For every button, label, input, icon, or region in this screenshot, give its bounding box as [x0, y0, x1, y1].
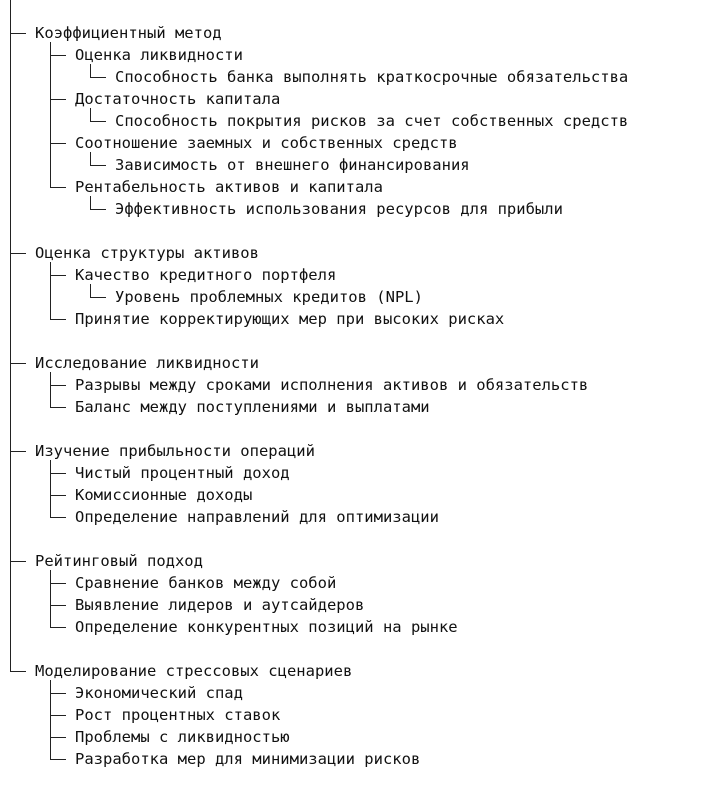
tree-connector-branch	[50, 605, 66, 606]
tree-connector-stem	[50, 372, 51, 408]
tree-node-item: Определение направлений для оптимизации	[75, 508, 439, 526]
tree-node-item: Оценка ликвидности	[75, 46, 243, 64]
tree-node-method: Оценка структуры активов	[35, 244, 259, 262]
tree-node-method: Исследование ликвидности	[35, 354, 259, 372]
tree-connector-stem	[50, 42, 51, 188]
tree-connector-branch	[50, 715, 66, 716]
tree-node-item: Достаточность капитала	[75, 90, 281, 108]
tree-node-item: Проблемы с ликвидностью	[75, 728, 290, 746]
tree-node-item: Чистый процентный доход	[75, 464, 290, 482]
tree-connector-branch	[50, 693, 66, 694]
tree-connector-stem	[50, 460, 51, 518]
tree-connector-branch	[10, 451, 26, 452]
tree-connector-stem	[50, 680, 51, 760]
tree-connector-branch	[50, 275, 66, 276]
tree-node-item: Комиссионные доходы	[75, 486, 253, 504]
tree-connector-stem	[50, 570, 51, 628]
tree-node-item: Соотношение заемных и собственных средств	[75, 134, 458, 152]
tree-connector-branch	[90, 165, 106, 166]
tree-node-item: Экономический спад	[75, 684, 243, 702]
tree-node-subitem: Способность банка выполнять краткосрочные обязательства	[115, 68, 629, 86]
tree-connector-branch	[50, 99, 66, 100]
tree-connector-stem	[90, 108, 91, 122]
tree-node-method: Моделирование стрессовых сценариев	[35, 662, 353, 680]
tree-node-item: Качество кредитного портфеля	[75, 266, 337, 284]
tree-node-subitem: Зависимость от внешнего финансирования	[115, 156, 470, 174]
tree-node-subitem: Эффективность использования ресурсов для прибыли	[115, 200, 563, 218]
tree-connector-branch	[50, 143, 66, 144]
tree-connector-branch	[10, 363, 26, 364]
tree-connector-stem	[50, 262, 51, 320]
tree-connector-branch	[10, 561, 26, 562]
tree-node-item: Баланс между поступлениями и выплатами	[75, 398, 430, 416]
tree-connector-branch	[50, 517, 66, 518]
tree-node-item: Определение конкурентных позиций на рынке	[75, 618, 458, 636]
tree-node-subitem: Способность покрытия рисков за счет собственных средств	[115, 112, 629, 130]
tree-node-item: Рентабельность активов и капитала	[75, 178, 383, 196]
tree-connector-stem	[90, 152, 91, 166]
tree-node-item: Рост процентных ставок	[75, 706, 281, 724]
tree-node-item: Принятие корректирующих мер при высоких рисках	[75, 310, 505, 328]
tree-connector-branch	[90, 77, 106, 78]
tree-node-item: Сравнение банков между собой	[75, 574, 337, 592]
tree-connector-branch	[50, 55, 66, 56]
tree-connector-branch	[50, 187, 66, 188]
tree-connector-branch	[50, 319, 66, 320]
tree-connector-branch	[50, 473, 66, 474]
tree-connector-branch	[10, 253, 26, 254]
tree-node-item: Выявление лидеров и аутсайдеров	[75, 596, 365, 614]
tree-connector-branch	[90, 209, 106, 210]
tree-connector-branch	[50, 385, 66, 386]
tree-connector-stem	[90, 64, 91, 78]
tree-node-method: Коэффициентный метод	[35, 24, 222, 42]
tree-connector-branch	[90, 297, 106, 298]
tree-connector-branch	[10, 33, 26, 34]
tree-connector-stem	[90, 284, 91, 298]
tree-connector-branch	[50, 737, 66, 738]
tree-connector-branch	[90, 121, 106, 122]
tree-connector-branch	[50, 627, 66, 628]
tree-connector-branch	[50, 407, 66, 408]
tree-node-item: Разработка мер для минимизации рисков	[75, 750, 421, 768]
tree-root-spine	[10, 0, 11, 672]
tree-node-subitem: Уровень проблемных кредитов (NPL)	[115, 288, 423, 306]
tree-node-method: Изучение прибыльности операций	[35, 442, 315, 460]
tree-connector-branch	[10, 671, 26, 672]
tree-connector-branch	[50, 759, 66, 760]
tree-node-item: Разрывы между сроками исполнения активов и обязательств	[75, 376, 589, 394]
tree-connector-stem	[90, 196, 91, 210]
tree-connector-branch	[50, 495, 66, 496]
tree-node-method: Рейтинговый подход	[35, 552, 203, 570]
tree-connector-branch	[50, 583, 66, 584]
